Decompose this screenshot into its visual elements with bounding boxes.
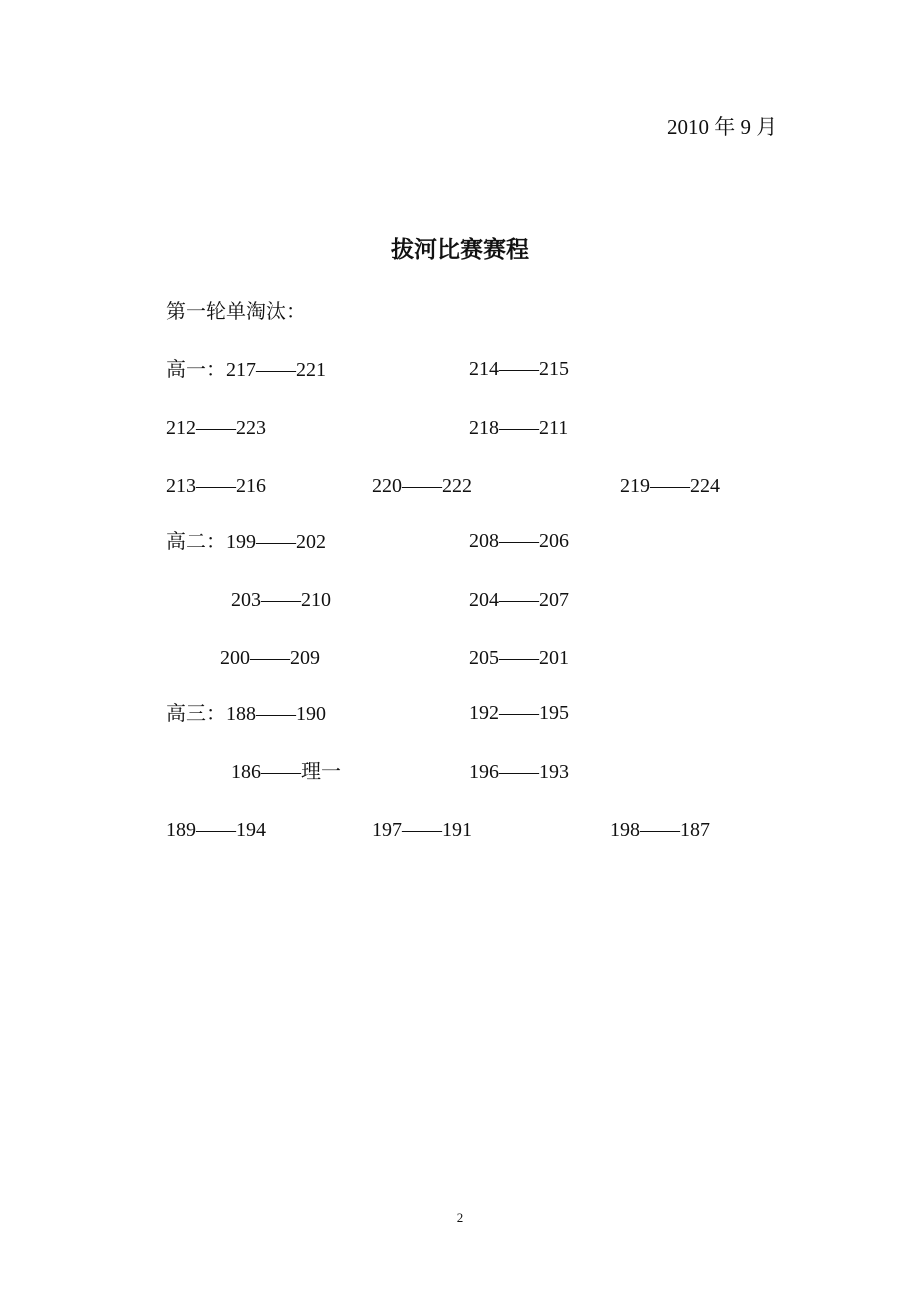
grade2-row1-match1 bbox=[166, 529, 326, 554]
grade1-row2-match1: 212——223 bbox=[166, 417, 266, 439]
match-pair: 199——202 bbox=[226, 531, 326, 553]
page-title: 拔河比赛赛程 bbox=[391, 237, 529, 263]
grade2-row1-match2: 208——206 bbox=[469, 530, 569, 552]
section-heading: 第一轮单淘汰： bbox=[166, 299, 306, 323]
grade2-row3-match2: 205——201 bbox=[469, 647, 569, 669]
match-pair: 217——221 bbox=[226, 359, 326, 381]
grade2-row2-match1: 203——210 bbox=[231, 589, 331, 611]
grade1-row3-match2: 220——222 bbox=[372, 475, 472, 497]
grade1-row3-match1: 213——216 bbox=[166, 475, 266, 497]
grade2-row2-match2: 204——207 bbox=[469, 589, 569, 611]
grade3-row3-match1: 189——194 bbox=[166, 819, 266, 841]
grade1-row1-match1 bbox=[166, 357, 326, 382]
grade-label: 高二： bbox=[166, 529, 226, 553]
grade1-row2-match2: 218——211 bbox=[469, 417, 569, 439]
match-pair: 188——190 bbox=[226, 703, 326, 725]
document-date: 2010 年 9 月 bbox=[667, 115, 778, 139]
grade3-row1-match2: 192——195 bbox=[469, 702, 569, 724]
grade3-row3-match2: 197——191 bbox=[372, 819, 472, 841]
grade1-row1-match2: 214——215 bbox=[469, 358, 569, 380]
grade1-row3-match3: 219——224 bbox=[620, 475, 720, 497]
grade2-row3-match1: 200——209 bbox=[220, 647, 320, 669]
grade3-row1-match1 bbox=[166, 701, 326, 726]
grade3-row2-match2: 196——193 bbox=[469, 761, 569, 783]
grade-label: 高三： bbox=[166, 701, 226, 725]
grade3-row2-match1: 186——理一 bbox=[231, 761, 341, 783]
grade3-row3-match3: 198——187 bbox=[610, 819, 710, 841]
page-number: 2 bbox=[456, 1210, 464, 1225]
grade-label: 高一： bbox=[166, 357, 226, 381]
